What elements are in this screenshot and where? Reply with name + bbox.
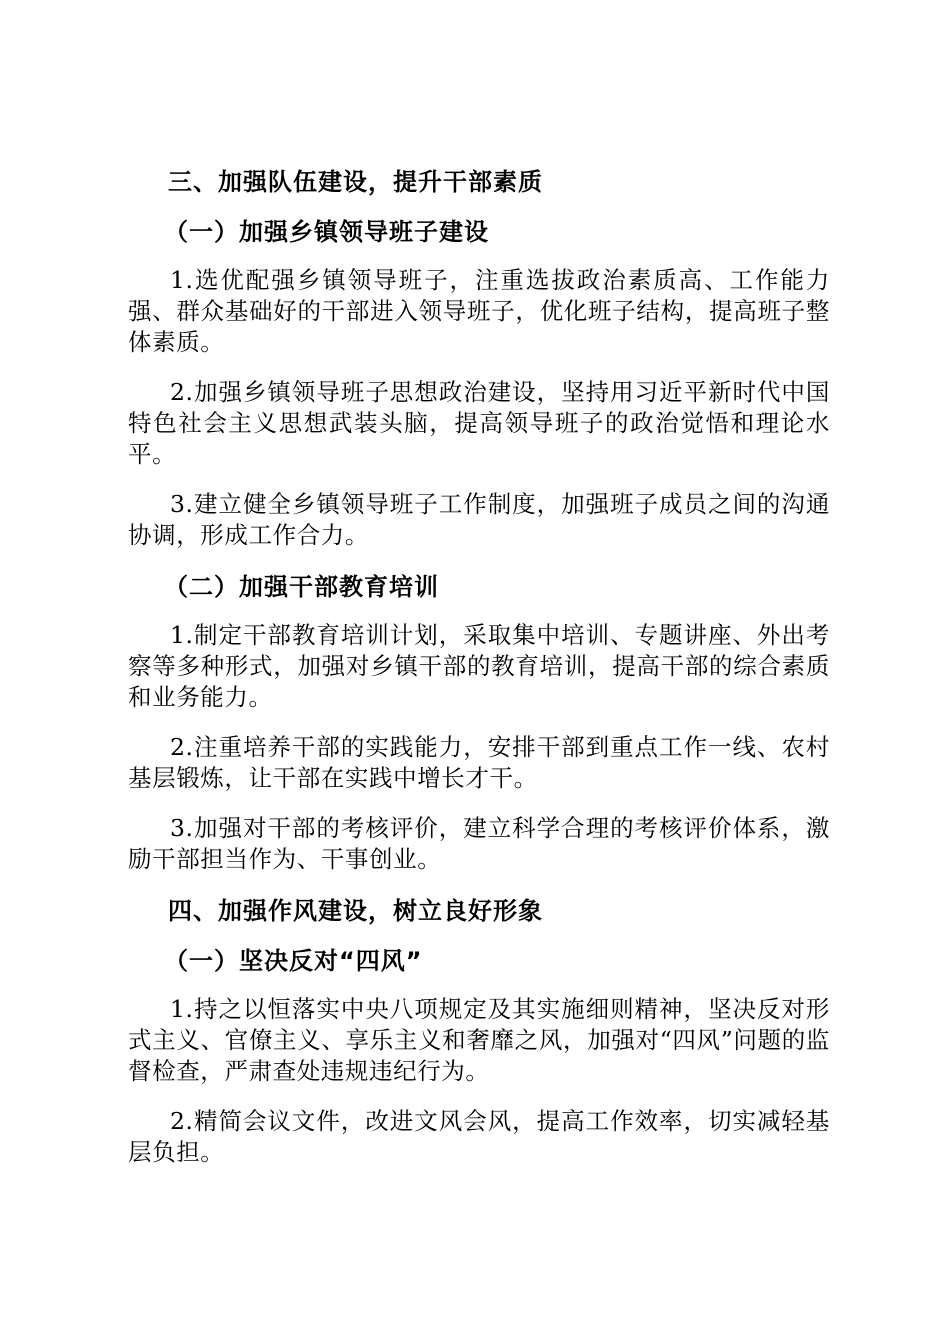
paragraph: 1.选优配强乡镇领导班子，注重选拔政治素质高、工作能力强、群众基础好的干部进入领导班子，优化班子结构，提高班子整体素质。 — [128, 266, 830, 356]
paragraph: 1.持之以恒落实中央八项规定及其实施细则精神，坚决反对形式主义、官僚主义、享乐主义和奢靡之风，加强对“四风”问题的监督检查，严肃查处违规违纪行为。 — [128, 995, 830, 1085]
subsection-heading: （二）加强干部教育培训 — [164, 573, 439, 601]
paragraph: 3.加强对干部的考核评价，建立科学合理的考核评价体系，激励干部担当作为、干事创业。 — [128, 814, 830, 873]
paragraph: 3.建立健全乡镇领导班子工作制度，加强班子成员之间的沟通协调，形成工作合力。 — [128, 490, 830, 549]
subsection-heading: （一）坚决反对“四风” — [164, 947, 423, 975]
paragraph: 2.注重培养干部的实践能力，安排干部到重点工作一线、农村基层锻炼，让干部在实践中增长才干。 — [128, 733, 830, 792]
document-body — [128, 165, 830, 1187]
paragraph: 2.加强乡镇领导班子思想政治建设，坚持用习近平新时代中国特色社会主义思想武装头脑，提高领导班子的政治觉悟和理论水平。 — [128, 378, 830, 468]
section-heading: 三、加强队伍建设，提升干部素质 — [168, 168, 543, 196]
paragraph: 1.制定干部教育培训计划，采取集中培训、专题讲座、外出考察等多种形式，加强对乡镇干部的教育培训，提高干部的综合素质和业务能力。 — [128, 621, 830, 711]
paragraph: 2.精简会议文件，改进文风会风，提高工作效率，切实减轻基层负担。 — [128, 1107, 830, 1166]
section-heading: 四、加强作风建设，树立良好形象 — [168, 897, 543, 925]
subsection-heading: （一）加强乡镇领导班子建设 — [164, 218, 489, 246]
